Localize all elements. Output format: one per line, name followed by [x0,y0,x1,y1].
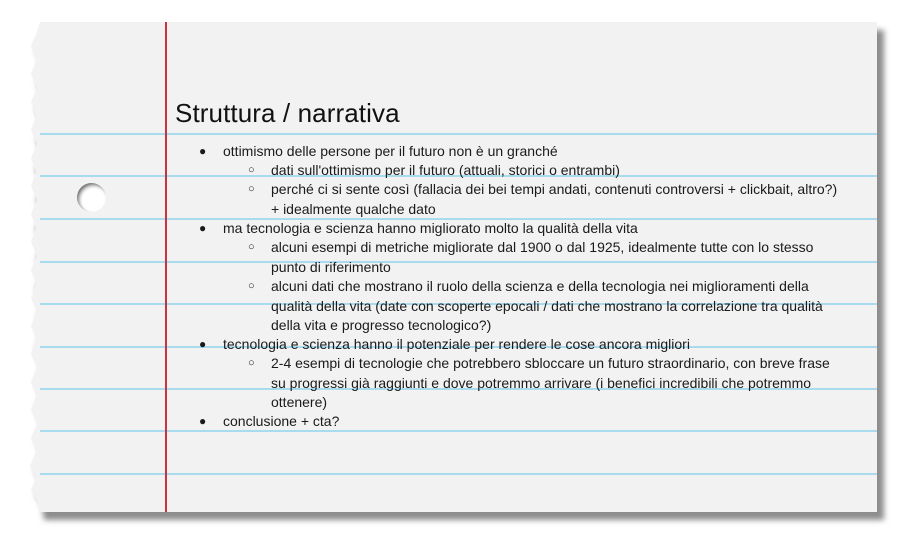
list-item: tecnologia e scienza hanno il potenziale per rendere le cose ancora migliori [223,336,690,352]
sub-list-item: alcuni esempi di metriche migliorate dal 1900 o dal 1925, idealmente tutte con lo stesso punto di riferimento [271,239,814,275]
sub-list-item: alcuni dati che mostrano il ruolo della scienza e della tecnologia nei miglioramenti della qualità della vita (date con scoperte epocali / dati che mostrano la correlazione tra qualità della vita e progresso tecnologico?) [271,278,823,333]
page-title: Struttura / narrativa [175,98,400,128]
punch-hole [77,183,106,212]
bullet-icon: ● [199,221,207,235]
margin-line [165,22,167,512]
sub-list-item: 2-4 esempi di tecnologie che potrebbero sbloccare un futuro straordinario, con breve frase su progressi già raggiunti e dove potremmo arrivare (i benefici incredibili che potremmo ottenere) [271,355,830,410]
sub-bullet-icon: ○ [248,164,255,176]
list-item: conclusione + cta? [223,413,340,429]
sub-list-item: dati sull'ottimismo per il futuro (attuali, storici o entrambi) [271,162,620,178]
bullet-icon: ● [199,414,207,428]
list-item: ma tecnologia e scienza hanno migliorato molto la qualità della vita [223,220,638,236]
sub-list-item: perché ci si sente così (fallacia dei bei tempi andati, contenuti controversi + clickbait, altro?) + idealmente qualche dato [271,181,838,217]
sub-bullet-icon: ○ [248,357,255,369]
sub-bullet-icon: ○ [248,280,255,292]
bullet-icon: ● [199,337,207,351]
list-item: ottimismo delle persone per il futuro non è un granché [223,143,558,159]
sub-bullet-icon: ○ [248,241,255,253]
bullet-icon: ● [199,144,207,158]
sub-bullet-icon: ○ [248,183,255,195]
